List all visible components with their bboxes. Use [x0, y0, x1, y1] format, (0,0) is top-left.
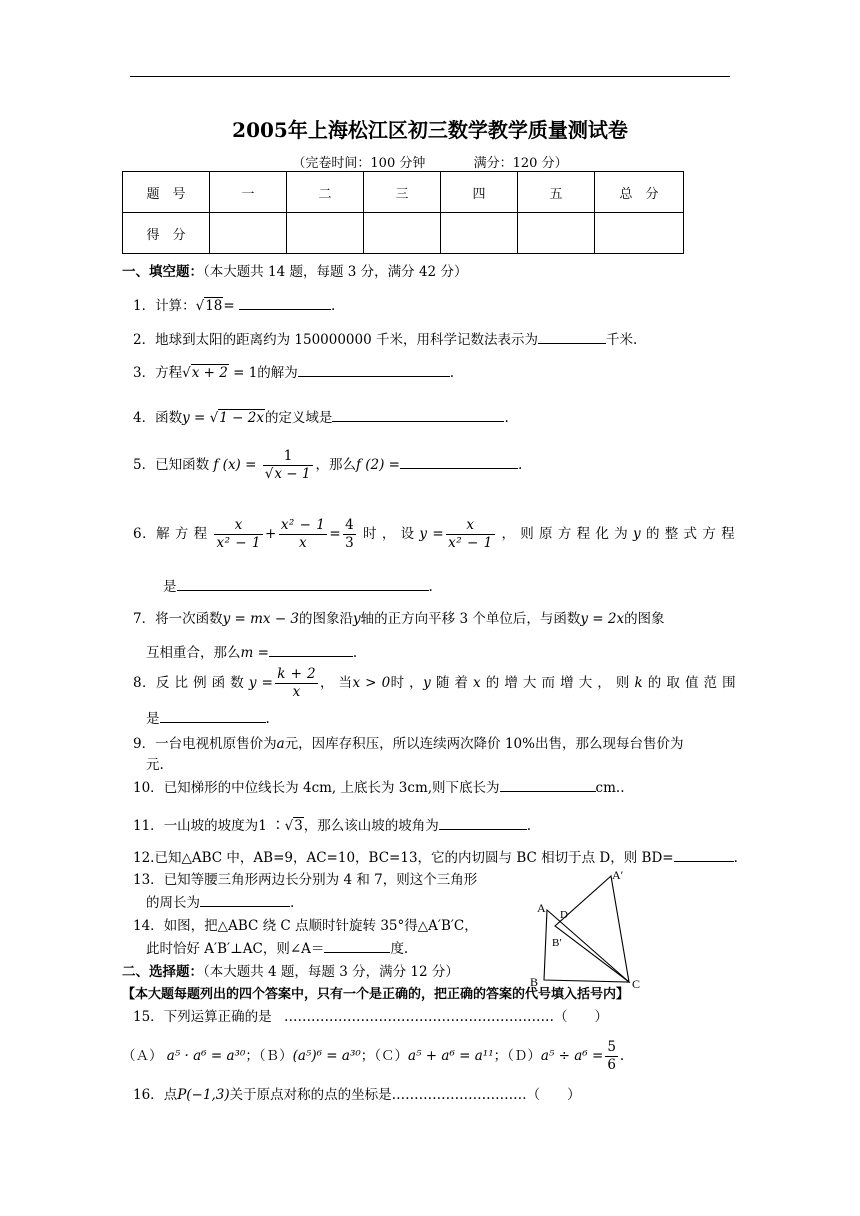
score-label-cell: 得 分	[123, 213, 210, 254]
answer-blank[interactable]	[177, 576, 429, 591]
question-13: 13．已知等腰三角形两边长分别为 4 和 7，则这个三角形	[133, 872, 478, 888]
question-14: 14．如图，把△ABC 绕 C 点顺时针旋转 35°得△A′B′C，	[133, 918, 478, 934]
question-3: 3．方程√x + 2 = 1的解为 .	[133, 361, 454, 381]
label-a: A	[537, 901, 546, 915]
question-7-line2: 互相重合，那么m = .	[146, 641, 357, 661]
option-b[interactable]: ；（Ｂ）(a⁵)⁶ = a³⁰	[245, 1048, 361, 1064]
question-13-line2: 的周长为 .	[146, 891, 294, 911]
section2-instruction: 【本大题每题列出的四个答案中，只有一个是正确的，把正确的答案的代号填入括号内】	[122, 987, 630, 1002]
answer-blank[interactable]	[439, 815, 527, 830]
question-10: 10．已知梯形的中位线长为 4cm, 上底长为 3cm,则下底长为 cm..	[133, 776, 625, 796]
score-table-score-row	[123, 213, 684, 254]
answer-blank[interactable]	[239, 295, 331, 310]
answer-blank[interactable]	[324, 938, 390, 953]
score-entry-cell[interactable]	[518, 213, 595, 254]
label-b-prime: B′	[552, 937, 562, 949]
label-a-prime: A′	[612, 868, 624, 882]
triangle-A-prime-B-prime-C	[555, 876, 629, 982]
answer-blank[interactable]	[500, 777, 596, 792]
time-info: （完卷时间：100 分钟	[292, 156, 426, 171]
score-header-cell: 五	[518, 172, 595, 213]
fraction: $\frac{k + 2}{x}$	[277, 666, 316, 700]
score-header-cell: 二	[287, 172, 364, 213]
option-c[interactable]: ；（Ｃ）a⁵ + a⁶ = a¹¹	[360, 1048, 494, 1064]
question-4: 4．函数y = √1 − 2x的定义域是 .	[133, 406, 509, 426]
answer-blank[interactable]	[538, 329, 606, 344]
fraction: $\frac{4}{3}$	[345, 517, 355, 551]
question-15-options: （Ａ） a⁵ · a⁶ = a³⁰；（Ｂ）(a⁵)⁶ = a³⁰；（Ｃ）a⁵ + a⁶ = a¹¹；（Ｄ）a⁵ ÷ a⁶ = $\frac{5}{6}$ .	[122, 1039, 625, 1073]
label-d: D	[560, 909, 568, 921]
top-rule	[130, 76, 730, 77]
answer-blank[interactable]	[400, 454, 518, 469]
fraction: $\frac{x}{\text{x² − 1}}$	[216, 517, 261, 551]
label-c: C	[632, 977, 641, 991]
score-header-cell: 四	[441, 172, 518, 213]
question-11: 11．一山坡的坡度为1 ∶√3，那么该山坡的坡角为 .	[133, 814, 531, 834]
answer-paren[interactable]: （ ）	[526, 1087, 581, 1103]
answer-blank[interactable]	[269, 642, 353, 657]
score-header-cell: 总 分	[595, 172, 684, 213]
question-9-line2: 元.	[146, 757, 164, 773]
question-16: 16．点P(−1,3)关于原点对称的点的坐标是…………………………（ ）	[133, 1087, 581, 1103]
fraction: $\frac{\text{x² − 1}}{x}$	[280, 517, 326, 551]
rotation-figure	[520, 862, 660, 994]
answer-blank[interactable]	[298, 362, 450, 377]
question-6-line2: 是 .	[163, 575, 433, 595]
score-header-cell: 题 号	[123, 172, 210, 213]
score-table-header-row	[123, 172, 684, 213]
section1-heading: 一、填空题：（本大题共 14 题，每题 3 分，满分 42 分）	[122, 264, 468, 280]
answer-blank[interactable]	[332, 407, 504, 422]
fraction: $\frac{x}{\text{x² − 1}}$	[448, 517, 493, 551]
option-a[interactable]: （Ａ） a⁵ · a⁶ = a³⁰	[122, 1048, 246, 1064]
question-12: 12.已知△ABC 中，AB=9，AC=10，BC=13，它的内切圆与 BC 相切于点 D，则 BD= .	[133, 846, 738, 866]
question-8-line2: 是 .	[146, 707, 270, 727]
question-14-line2: 此时恰好 A′B′⊥AC，则∠A＝ 度.	[146, 937, 408, 957]
fraction: $\frac{5}{6}$	[607, 1039, 616, 1073]
score-info: 满分：120 分）	[473, 156, 568, 171]
question-15: 15．下列运算正确的是 ……………………………………………………（ ）	[133, 1009, 608, 1025]
score-entry-cell[interactable]	[595, 213, 684, 254]
label-b: B	[530, 975, 539, 989]
question-8: 8．反 比 例 函 数 y = $\frac{k + 2}{x}$ ， 当x > 0时 ，y 随 着 x 的 增 大 而 增 大 ， 则 k 的 取 值 范 围	[133, 666, 737, 700]
exam-subtitle	[0, 152, 860, 171]
answer-blank[interactable]	[160, 708, 266, 723]
option-d[interactable]: ；（Ｄ）a⁵ ÷ a⁶ = $\frac{5}{6}$	[493, 1039, 616, 1073]
score-header-cell: 三	[364, 172, 441, 213]
score-entry-cell[interactable]	[210, 213, 287, 254]
question-1: 1．计算：√18= .	[133, 294, 335, 314]
score-entry-cell[interactable]	[287, 213, 364, 254]
question-6: 6．解 方 程 $\frac{x}{\text{x² − 1}}$ + $\frac{\text{x² − 1}}{x}$ = $\frac{4}{3}$ 时 ， 设 y = $\frac{x}{\text{x² − 1}}$ ， 则 原 方 程 化 为 y 的 整 式 方 程	[133, 517, 736, 551]
question-7: 7．将一次函数y = mx − 3的图象沿y轴的正方向平移 3 个单位后，与函数y = 2x的图象	[133, 611, 665, 627]
score-header-cell: 一	[210, 172, 287, 213]
score-table	[122, 171, 684, 254]
score-entry-cell[interactable]	[364, 213, 441, 254]
answer-paren[interactable]: （ ）	[553, 1009, 608, 1025]
score-entry-cell[interactable]	[441, 213, 518, 254]
exam-title: 2005年上海松江区初三数学教学质量测试卷	[232, 118, 628, 142]
question-2: 2．地球到太阳的距离约为 150000000 千米，用科学记数法表示为 千米.	[133, 328, 637, 348]
answer-blank[interactable]	[674, 847, 734, 862]
section2-heading: 二、选择题：（本大题共 4 题，每题 3 分，满分 12 分）	[122, 964, 459, 980]
question-9: 9．一台电视机原售价为a元，因库存积压，所以连续两次降价 10%出售，那么现每台售价为	[133, 736, 684, 752]
fraction: $\frac{1}{√x - 1}$	[263, 448, 314, 483]
answer-blank[interactable]	[200, 892, 290, 907]
question-5: 5．已知函数 f (x) = $\frac{1}{√x - 1}$ ，那么f (2) = .	[133, 448, 523, 482]
